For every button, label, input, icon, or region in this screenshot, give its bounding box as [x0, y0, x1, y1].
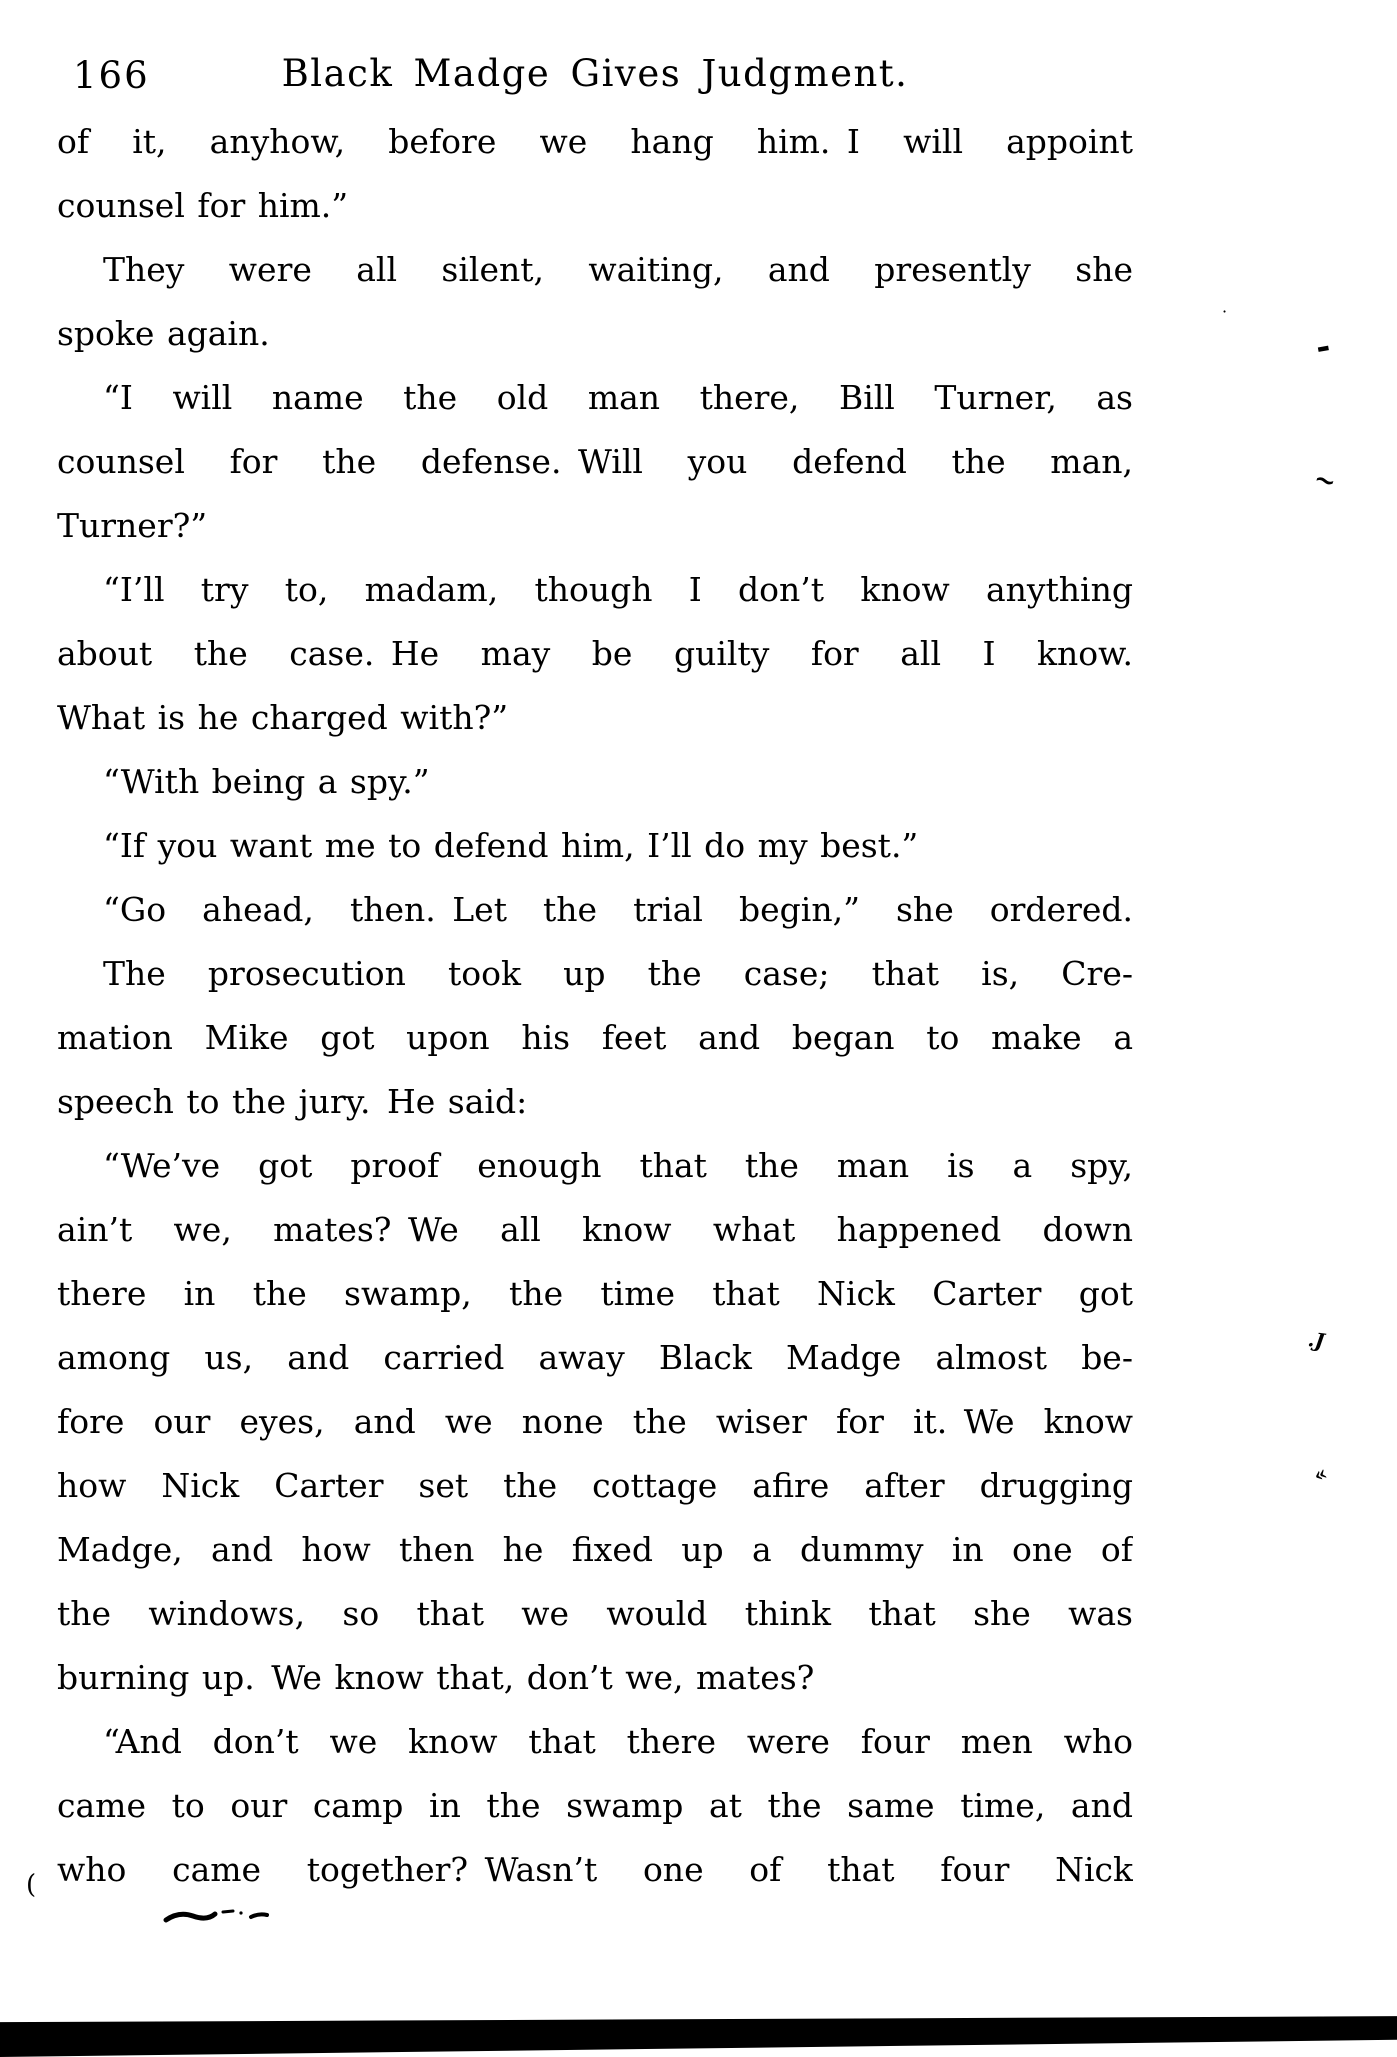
- text-line: “We’ve got proof enough that the man is a spy,: [103, 1146, 1133, 1185]
- text-line: Madge, and how then he fixed up a dummy in one of: [57, 1530, 1133, 1569]
- text-line: spoke again.: [57, 314, 270, 353]
- text-line: counsel for the defense. Will you defend the man,: [57, 442, 1133, 481]
- text-line: burning up. We know that, don’t we, mates?: [57, 1658, 815, 1697]
- body-text: [57, 110, 1133, 1902]
- pen-squiggle-mark: [163, 1903, 273, 1933]
- text-line: They were all silent, waiting, and presently she: [103, 250, 1133, 289]
- margin-ink-mark: -: [1312, 326, 1334, 368]
- margin-ink-mark: ·: [1222, 302, 1228, 321]
- running-title: Black Madge Gives Judgment.: [281, 52, 909, 95]
- text-line: who came together? Wasn’t one of that four Nick: [57, 1850, 1133, 1889]
- text-line: there in the swamp, the time that Nick Carter got: [57, 1274, 1133, 1313]
- text-line: counsel for him.”: [57, 186, 349, 225]
- text-line: “I’ll try to, madam, though I don’t know anything: [103, 570, 1133, 609]
- text-line: about the case. He may be guilty for all I know.: [57, 634, 1133, 673]
- text-line: “I will name the old man there, Bill Turner, as: [103, 378, 1133, 417]
- text-line: came to our camp in the swamp at the same time, and: [57, 1786, 1133, 1825]
- text-line: speech to the jury. He said:: [57, 1082, 528, 1121]
- text-line: ain’t we, mates? We all know what happened down: [57, 1210, 1133, 1249]
- text-line: among us, and carried away Black Madge almost be-: [57, 1338, 1133, 1377]
- text-line: Turner?”: [57, 506, 208, 545]
- margin-ink-mark: «: [1309, 1460, 1331, 1488]
- margin-ink-mark: ~: [1309, 463, 1340, 499]
- text-line: how Nick Carter set the cottage afire after drugging: [57, 1466, 1133, 1505]
- text-line: “And don’t we know that there were four men who: [103, 1722, 1133, 1761]
- text-line: of it, anyhow, before we hang him. I will appoint: [57, 122, 1133, 161]
- text-line: mation Mike got upon his feet and began to make a: [57, 1018, 1133, 1057]
- text-line: the windows, so that we would think that she was: [57, 1594, 1133, 1633]
- text-line: What is he charged with?”: [57, 698, 509, 737]
- page-number: 166: [73, 54, 150, 97]
- text-line: “Go ahead, then. Let the trial begin,” she ordered.: [103, 890, 1133, 929]
- text-line: fore our eyes, and we none the wiser for it. We know: [57, 1402, 1133, 1441]
- text-line: “With being a spy.”: [103, 762, 430, 801]
- page-header: [57, 52, 1133, 104]
- text-line: The prosecution took up the case; that is, Cre-: [103, 954, 1133, 993]
- text-line: “If you want me to defend him, I’ll do my best.”: [103, 826, 919, 865]
- scan-edge-band: [0, 2014, 1397, 2057]
- margin-ink-mark: .J: [1306, 1326, 1327, 1354]
- margin-ink-mark: (: [26, 1870, 37, 1900]
